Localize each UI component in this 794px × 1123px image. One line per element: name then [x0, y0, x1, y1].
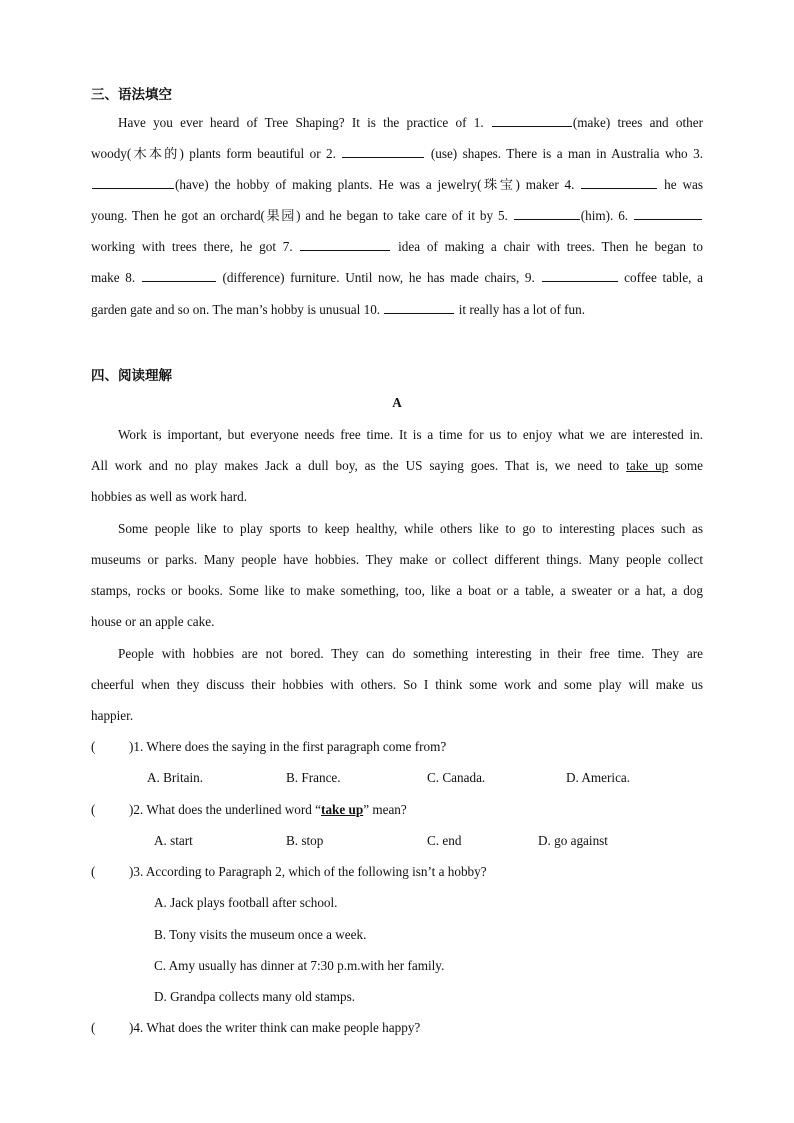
grammar-line-6	[91, 269, 703, 287]
section-heading-grammar-fill: 三、语法填空	[91, 87, 172, 103]
bracket-close: )	[129, 739, 134, 754]
question-text: 2. What does the underlined word “	[133, 802, 322, 817]
blank-7[interactable]	[300, 238, 390, 251]
text: coffee table, a	[618, 270, 704, 285]
paragraph-1-line-2	[91, 457, 703, 475]
blank-5[interactable]	[514, 207, 580, 220]
blank-9[interactable]	[542, 269, 618, 282]
text: woody(木本的) plants form beautiful or 2.	[91, 146, 342, 161]
question-3	[91, 863, 487, 881]
grammar-line-1	[118, 114, 703, 132]
paragraph-1-line-1: Work is important, but everyone needs free time. It is a time for us to enjoy what we are interested in.	[118, 427, 703, 442]
question-text: 4. What does the writer think can make people happy?	[133, 1020, 421, 1035]
question-2	[91, 801, 407, 819]
q1-option-d[interactable]: D. America.	[566, 770, 631, 785]
question-text: 3. According to Paragraph 2, which of the following isn’t a hobby?	[133, 864, 487, 879]
paragraph-3-line-3: happier.	[91, 708, 134, 723]
blank-3[interactable]	[92, 176, 174, 189]
text: Have you ever heard of Tree Shaping? It is the practice of 1.	[118, 115, 491, 130]
text: (him). 6.	[580, 208, 633, 223]
blank-8[interactable]	[142, 269, 216, 282]
underlined-phrase: take up	[321, 802, 364, 817]
text: working with trees there, he got 7.	[91, 239, 300, 254]
question-1	[91, 738, 446, 756]
blank-10[interactable]	[384, 301, 454, 314]
q1-option-b[interactable]: B. France.	[286, 770, 341, 785]
blank-4[interactable]	[581, 176, 657, 189]
text: (have) the hobby of making plants. He was a jewelry(珠宝) maker 4.	[175, 177, 581, 192]
text: it really has a lot of fun.	[455, 302, 586, 317]
q1-option-c[interactable]: C. Canada.	[427, 770, 486, 785]
blank-6[interactable]	[634, 207, 702, 220]
q3-option-a[interactable]: A. Jack plays football after school.	[154, 895, 338, 910]
text: (difference) furniture. Until now, he has made chairs, 9.	[216, 270, 541, 285]
q2-option-c[interactable]: C. end	[427, 833, 462, 848]
q3-option-d[interactable]: D. Grandpa collects many old stamps.	[154, 989, 356, 1004]
text: he was	[658, 177, 703, 192]
paragraph-2-line-1: Some people like to play sports to keep healthy, while others like to go to interesting places such as	[118, 521, 703, 536]
answer-bracket-4[interactable]: (	[91, 1020, 96, 1035]
grammar-line-7	[91, 301, 703, 319]
text: young. Then he got an orchard(果园) and he began to take care of it by 5.	[91, 208, 513, 223]
paragraph-2-line-4: house or an apple cake.	[91, 614, 215, 629]
question-text: 1. Where does the saying in the first paragraph come from?	[133, 739, 447, 754]
bracket-close: )	[129, 1020, 134, 1035]
text: some	[668, 458, 703, 473]
q2-option-a[interactable]: A. start	[154, 833, 193, 848]
text: All work and no play makes Jack a dull boy, as the US saying goes. That is, we need to	[91, 458, 627, 473]
blank-2[interactable]	[342, 145, 424, 158]
bracket-close: )	[129, 864, 134, 879]
answer-bracket-1[interactable]: (	[91, 739, 96, 754]
q2-option-d[interactable]: D. go against	[538, 833, 608, 848]
paragraph-3-line-1: People with hobbies are not bored. They can do something interesting in their free time. They are	[118, 646, 703, 661]
grammar-line-5	[91, 238, 703, 256]
blank-1[interactable]	[492, 114, 572, 127]
paragraph-3-line-2: cheerful when they discuss their hobbies with others. So I think some work and some play will make us	[91, 677, 703, 692]
answer-bracket-2[interactable]: (	[91, 802, 96, 817]
underlined-phrase: take up	[626, 458, 669, 473]
bracket-close: )	[129, 802, 134, 817]
passage-title: A	[392, 395, 402, 410]
section-heading-reading: 四、阅读理解	[91, 368, 172, 384]
paragraph-1-line-3: hobbies as well as work hard.	[91, 489, 248, 504]
paragraph-2-line-3: stamps, rocks or books. Some like to make something, too, like a boat or a table, a sweater or a hat, a dog	[91, 583, 703, 598]
q2-option-b[interactable]: B. stop	[286, 833, 324, 848]
question-text: ” mean?	[363, 802, 407, 817]
answer-bracket-3[interactable]: (	[91, 864, 96, 879]
text: make 8.	[91, 270, 141, 285]
text: (use) shapes. There is a man in Australia who 3.	[425, 146, 703, 161]
q3-option-c[interactable]: C. Amy usually has dinner at 7:30 p.m.with her family.	[154, 958, 445, 973]
q3-option-b[interactable]: B. Tony visits the museum once a week.	[154, 927, 367, 942]
text: garden gate and so on. The man’s hobby is unusual 10.	[91, 302, 384, 317]
paragraph-2-line-2: museums or parks. Many people have hobbies. They make or collect different things. Many people collect	[91, 552, 703, 567]
grammar-line-3	[91, 176, 703, 194]
text: idea of making a chair with trees. Then he began to	[391, 239, 703, 254]
grammar-line-4	[91, 207, 703, 225]
grammar-line-2	[91, 145, 703, 163]
text: (make) trees and other	[572, 115, 703, 130]
q1-option-a[interactable]: A. Britain.	[147, 770, 204, 785]
question-4	[91, 1019, 420, 1037]
